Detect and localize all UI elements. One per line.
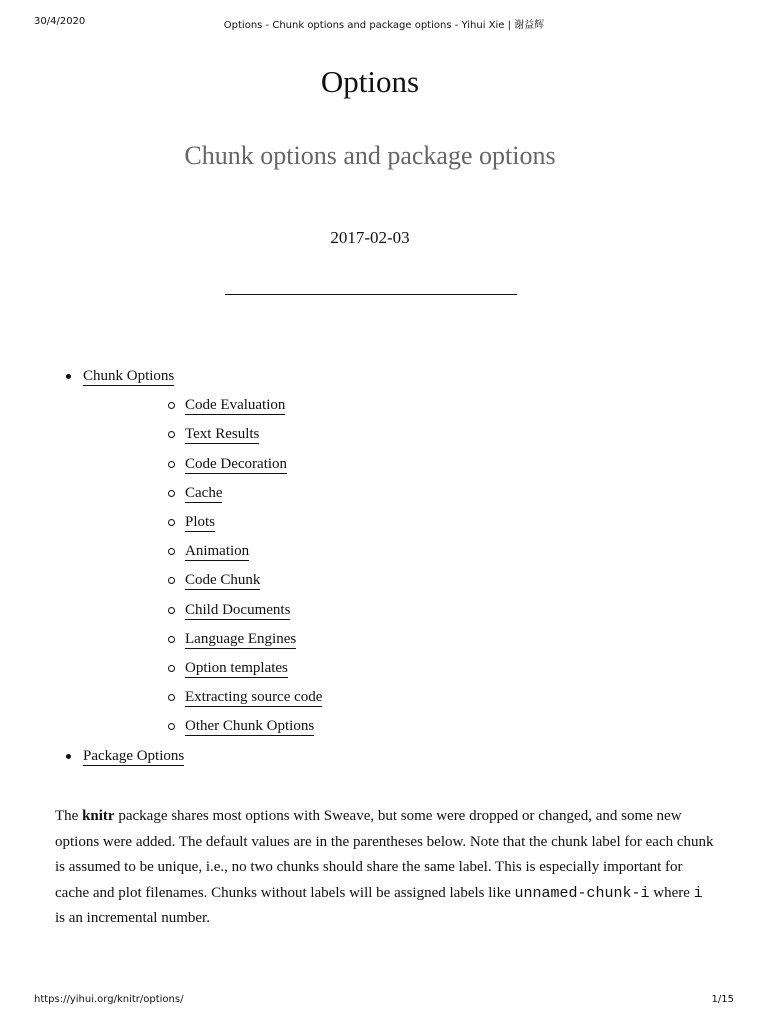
bullet-disc bbox=[66, 754, 71, 759]
bullet-disc bbox=[66, 374, 71, 379]
intro-text-3: where bbox=[649, 884, 694, 901]
publish-date: 2017-02-03 bbox=[330, 228, 410, 247]
toc-sub-item bbox=[83, 479, 700, 508]
bullet-circle bbox=[168, 548, 175, 555]
toc-link-code-chunk[interactable]: Code Chunk bbox=[185, 572, 261, 589]
bullet-circle bbox=[168, 607, 175, 614]
page-subtitle: Chunk options and package options bbox=[184, 141, 556, 170]
toc-link-other-chunk-options[interactable]: Other Chunk Options bbox=[185, 718, 315, 735]
intro-text-1: The bbox=[55, 808, 83, 824]
toc-link-animation[interactable]: Animation bbox=[185, 543, 250, 560]
toc-link-text-results[interactable]: Text Results bbox=[185, 426, 260, 443]
bullet-circle bbox=[168, 402, 175, 409]
toc-link-child-documents[interactable]: Child Documents bbox=[185, 601, 291, 618]
toc-link-cache[interactable]: Cache bbox=[185, 484, 223, 501]
toc-sub-item bbox=[83, 596, 700, 625]
bullet-circle bbox=[168, 519, 175, 526]
print-document-title: Options - Chunk options and package options - Yihui Xie | 谢益辉 bbox=[223, 20, 545, 31]
intro-paragraph bbox=[55, 804, 715, 932]
bullet-circle bbox=[168, 431, 175, 438]
bullet-circle bbox=[168, 461, 175, 468]
bullet-circle bbox=[168, 694, 175, 701]
intro-text-4: is an incremental number. bbox=[55, 910, 210, 927]
bullet-circle bbox=[168, 723, 175, 730]
bullet-circle bbox=[168, 636, 175, 643]
page-number: 1/15 bbox=[711, 994, 734, 1005]
page-title: Options bbox=[320, 64, 420, 99]
toc-sub-item bbox=[83, 391, 700, 420]
toc-sub-item bbox=[83, 508, 700, 537]
toc-sub-item bbox=[83, 625, 700, 654]
print-date: 30/4/2020 bbox=[34, 16, 86, 27]
toc-sub-item bbox=[83, 712, 700, 741]
toc-link-language-engines[interactable]: Language Engines bbox=[185, 630, 297, 647]
inline-code-unnamed-chunk: unnamed-chunk-i bbox=[514, 884, 650, 902]
inline-code-i: i bbox=[693, 884, 703, 902]
toc-item-package-options bbox=[0, 742, 700, 771]
toc-link-code-evaluation[interactable]: Code Evaluation bbox=[185, 397, 286, 414]
print-header bbox=[0, 16, 768, 32]
toc-sub-item bbox=[83, 566, 700, 595]
toc-link-chunk-options[interactable]: Chunk Options bbox=[83, 368, 175, 384]
bullet-circle bbox=[168, 665, 175, 672]
toc-sub-item bbox=[83, 537, 700, 566]
bullet-circle bbox=[168, 490, 175, 497]
toc-link-plots[interactable]: Plots bbox=[185, 514, 216, 531]
title-divider bbox=[225, 294, 517, 295]
knitr-name: knitr bbox=[82, 808, 115, 824]
toc-sub-item bbox=[83, 683, 700, 712]
intro-text-2: package shares most options with Sweave, but some were dropped or changed, and some new options were added. The default values are in the parentheses below. Note that the chunk label for each chunk is assumed to be unique, i.e., no two chunks should share the same label. This is especially important for cache and plot filenames. Chunks without labels will be assigned labels like bbox=[55, 808, 714, 901]
toc-link-package-options[interactable]: Package Options bbox=[83, 747, 185, 764]
print-footer bbox=[0, 994, 768, 1010]
toc-link-code-decoration[interactable]: Code Decoration bbox=[185, 455, 288, 472]
toc-item-chunk-options bbox=[0, 362, 700, 742]
toc-sub-item bbox=[83, 420, 700, 449]
toc-sublist bbox=[83, 391, 700, 741]
toc-link-option-templates[interactable]: Option templates bbox=[185, 660, 288, 677]
table-of-contents bbox=[0, 362, 700, 771]
toc-sub-item bbox=[83, 654, 700, 683]
toc-sub-item bbox=[83, 450, 700, 479]
toc-link-extracting-source-code[interactable]: Extracting source code bbox=[185, 689, 323, 706]
bullet-circle bbox=[168, 577, 175, 584]
print-url: https://yihui.org/knitr/options/ bbox=[34, 994, 184, 1005]
